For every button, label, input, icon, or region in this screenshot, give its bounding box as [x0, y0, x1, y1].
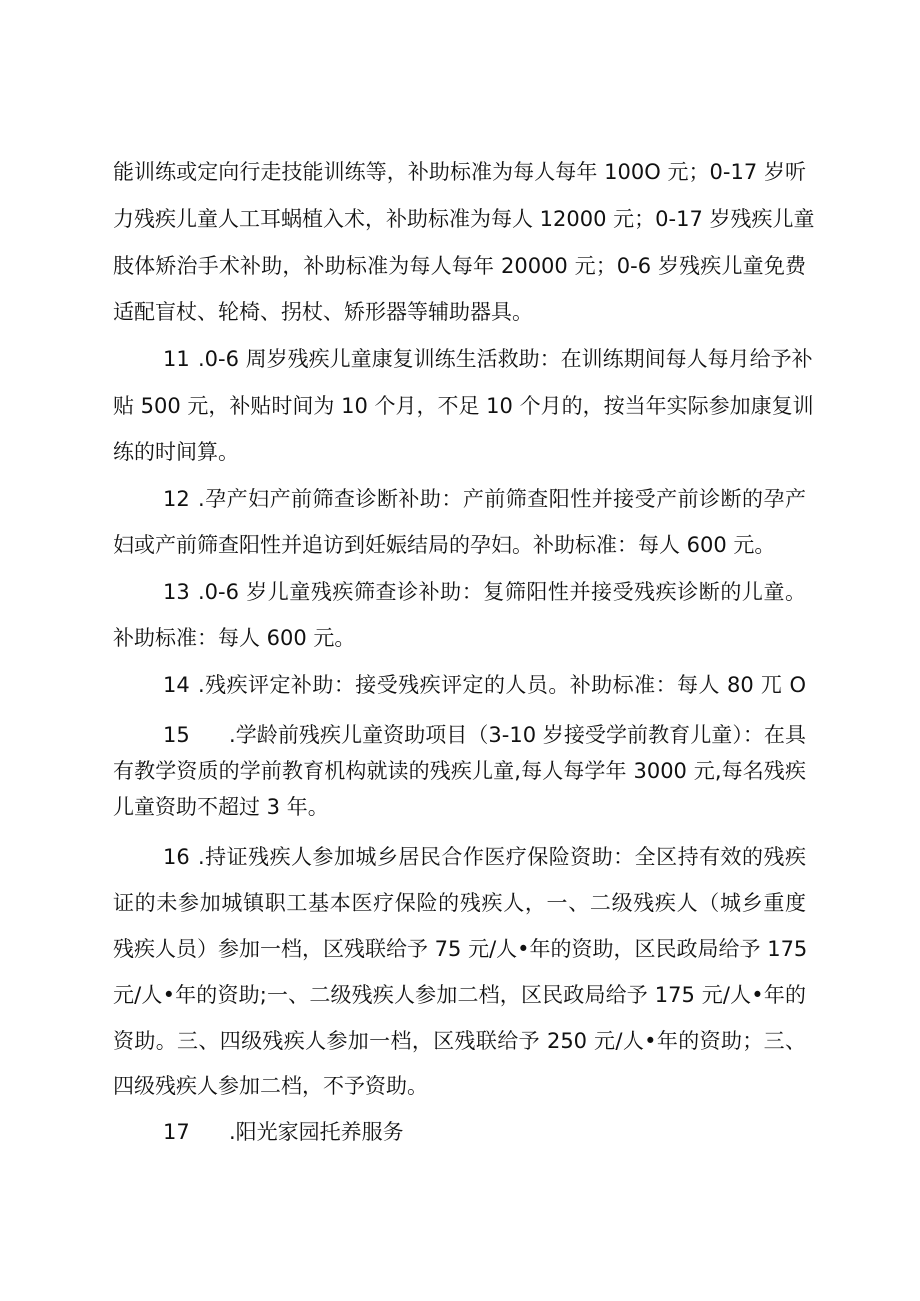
- item-11-first-line: [163, 344, 813, 374]
- paragraph-line: 贴 500 元，补贴时间为 10 个月，不足 10 个月的，按当年实际参加康复训: [113, 394, 814, 418]
- item-text: .学龄前残疾儿童资助项目（3-10 岁接受学前教育儿童）：在具: [229, 723, 806, 747]
- item-number: 11: [163, 347, 190, 371]
- item-13-first-line: [163, 577, 806, 607]
- paragraph-line: 肢体矫治手术补助，补助标准为每人每年 20000 元；0-6 岁残疾儿童免费: [113, 254, 806, 278]
- item-number: 17: [163, 1120, 190, 1144]
- paragraph-line: 证的未参加城镇职工基本医疗保险的残疾人，一、二级残疾人（城乡重度: [113, 891, 806, 915]
- item-17-first-line: [163, 1117, 806, 1147]
- item-text: .阳光家园托养服务: [229, 1120, 404, 1144]
- item-number: 16: [163, 845, 190, 869]
- paragraph-line: 有教学资质的学前教育机构就读的残疾儿童,每人每学年 3000 元,每名残疾: [113, 759, 806, 783]
- paragraph-line: 补助标准：每人 600 元。: [113, 626, 356, 650]
- paragraph-line: 元/人•年的资助;一、二级残疾人参加二档，区民政局给予 175 元/人•年的: [113, 983, 806, 1007]
- item-text: .孕产妇产前筛查诊断补助：产前筛查阳性并接受产前诊断的孕产: [198, 487, 806, 511]
- item-number: 15: [163, 723, 190, 747]
- paragraph-line: 妇或产前筛查阳性并追访到妊娠结局的孕妇。补助标准：每人 600 元。: [113, 533, 776, 557]
- item-number: 12: [163, 487, 190, 511]
- item-text: .持证残疾人参加城乡居民合作医疗保险资助：全区持有效的残疾: [198, 845, 806, 869]
- paragraph-line: 儿童资助不超过 3 年。: [113, 795, 329, 819]
- item-number: 13: [163, 580, 190, 604]
- paragraph-line: 适配盲杖、轮椅、拐杖、矫形器等辅助器具。: [113, 300, 533, 324]
- paragraph-line: 练的时间算。: [113, 440, 239, 464]
- item-12-first-line: [163, 484, 806, 514]
- item-text: .残疾评定补助：接受残疾评定的人员。补助标准：每人 80 兀 O: [198, 673, 806, 697]
- item-15-first-line: [163, 720, 806, 750]
- item-14-first-line: [163, 670, 806, 700]
- item-text: .0-6 岁儿童残疾筛查诊补助：复筛阳性并接受残疾诊断的儿童。: [198, 580, 806, 604]
- paragraph-line: 残疾人员）参加一档，区残联给予 75 元/人•年的资助，区民政局给予 175: [113, 937, 808, 961]
- paragraph-line: 四级残疾人参加二档，不予资助。: [113, 1074, 428, 1098]
- item-16-first-line: [163, 842, 806, 872]
- item-number: 14: [163, 673, 190, 697]
- item-text: .0-6 周岁残疾儿童康复训练生活救助：在训练期间每人每月给予补: [198, 347, 813, 371]
- paragraph-line: 力残疾儿童人工耳蜗植入术，补助标准为每人 12000 元；0-17 岁残疾儿童: [113, 207, 815, 231]
- paragraph-line: 能训练或定向行走技能训练等，补助标准为每人每年 100O 元；0-17 岁听: [113, 160, 806, 184]
- paragraph-line: 资助。三、四级残疾人参加一档，区残联给予 250 元/人•年的资助；三、: [113, 1029, 806, 1053]
